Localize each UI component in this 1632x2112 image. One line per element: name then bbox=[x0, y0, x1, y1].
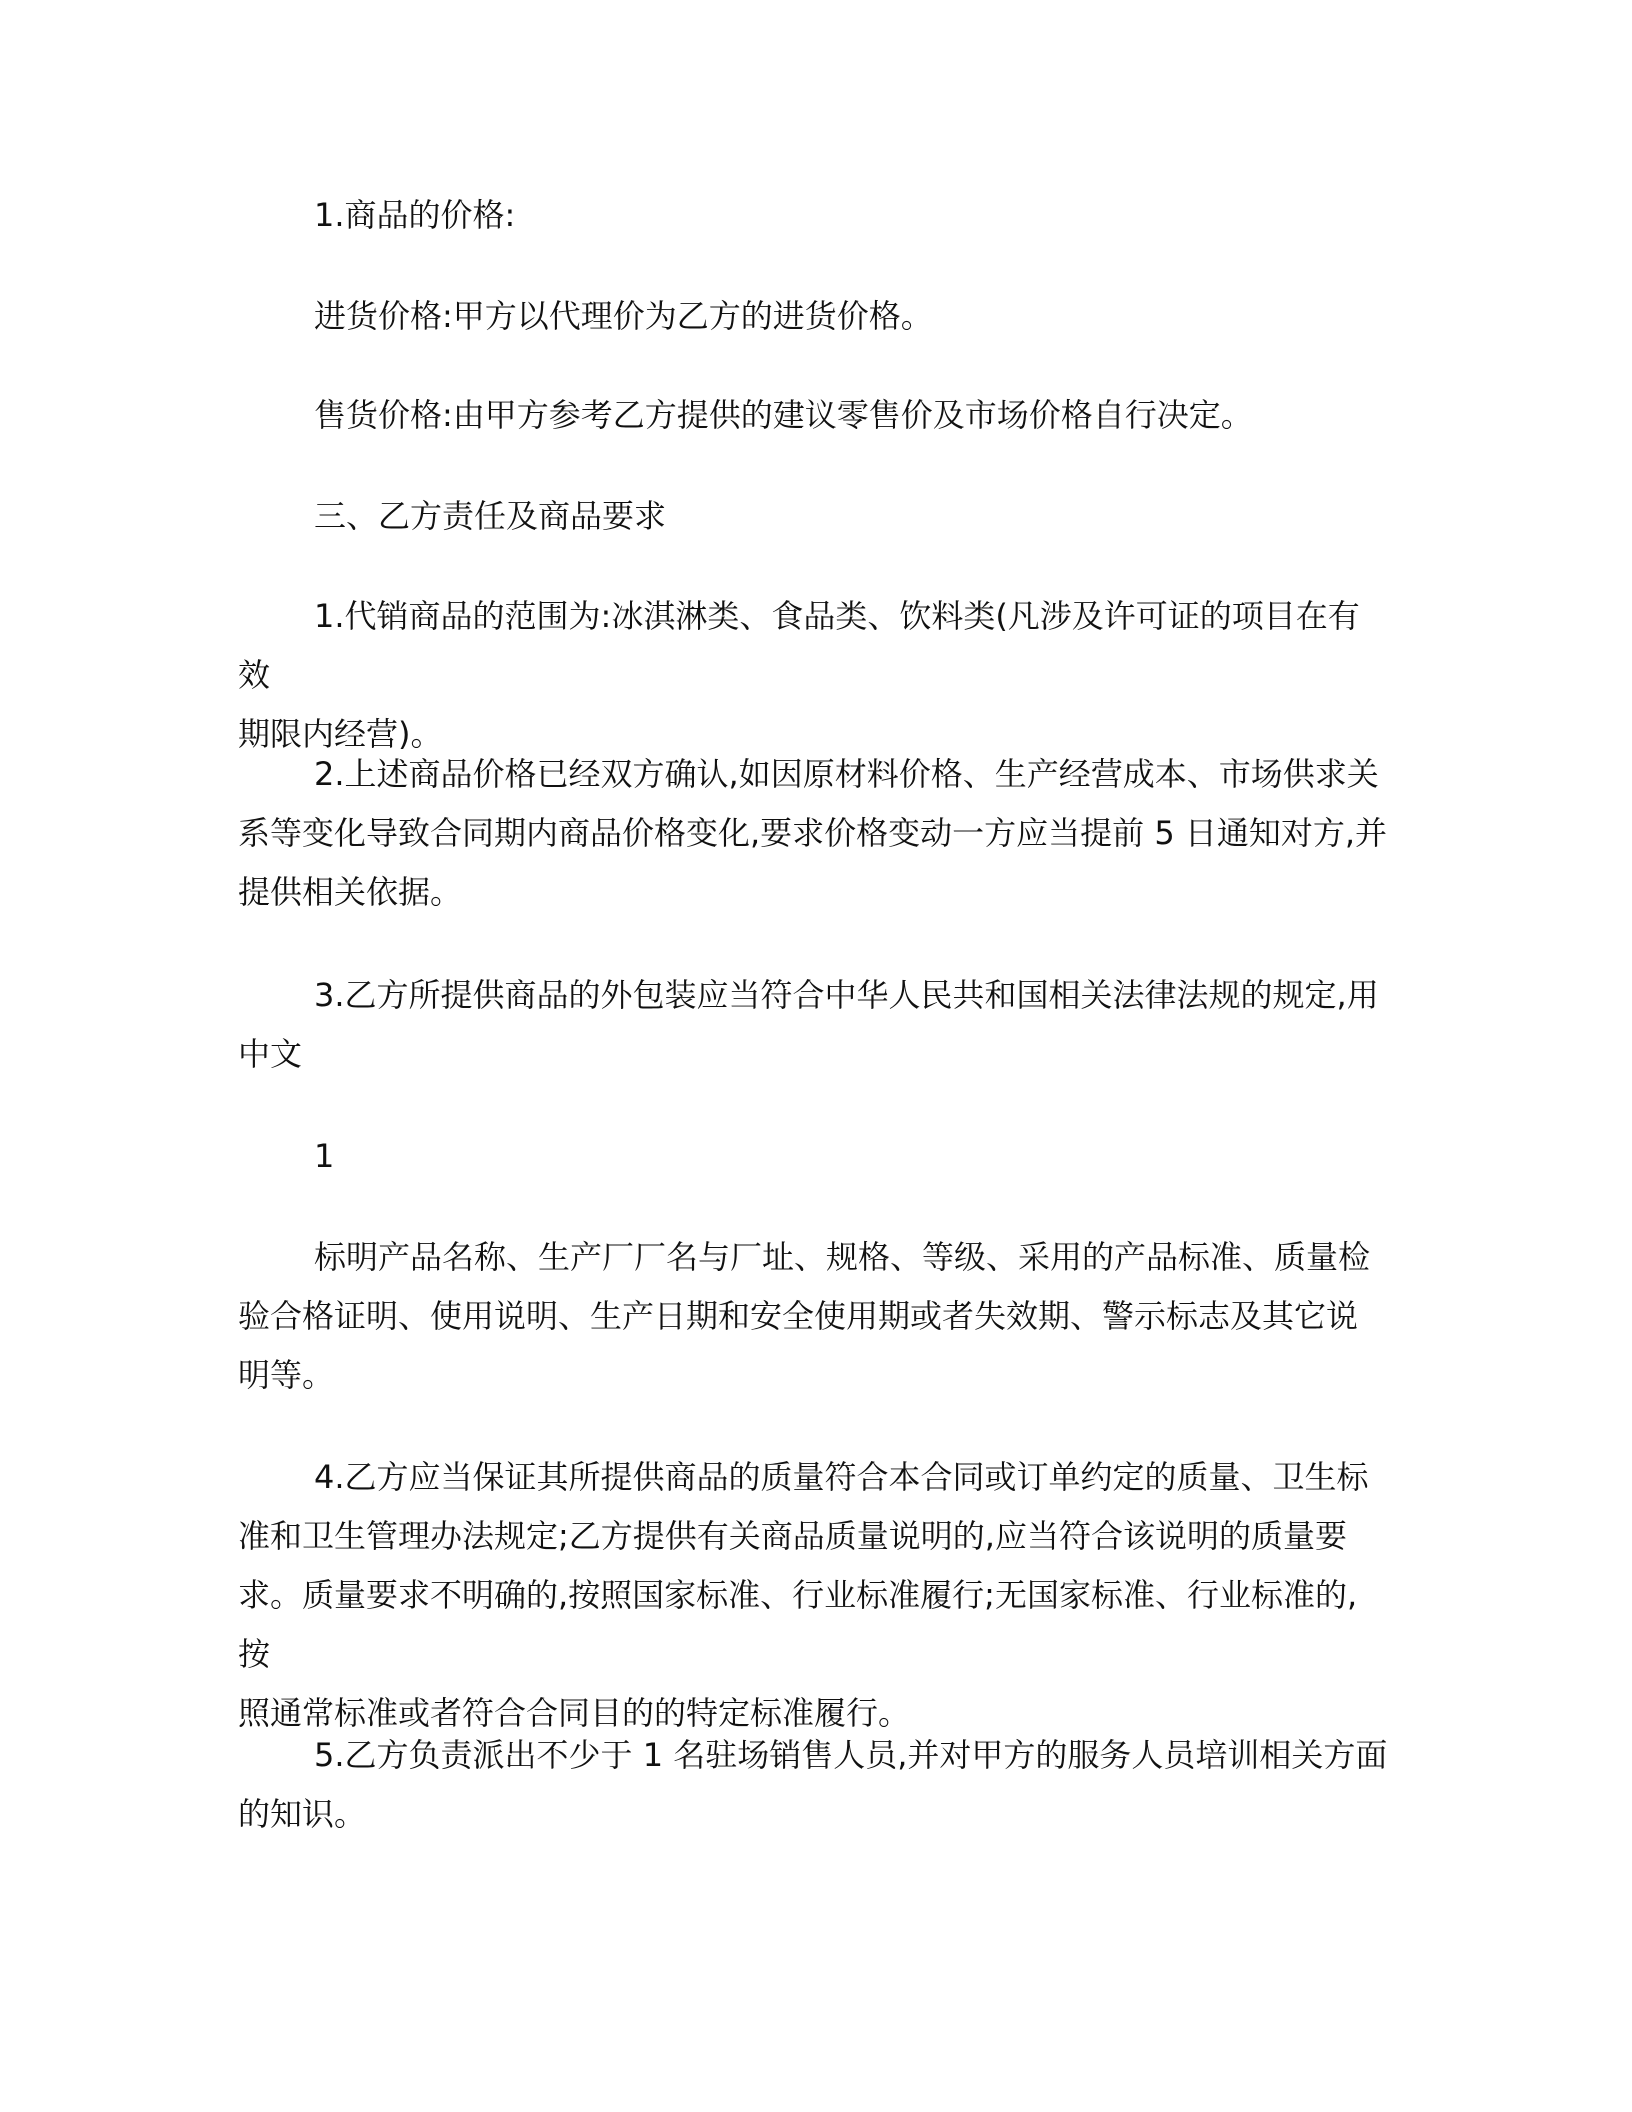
item-3-cont-line-1: 标明产品名称、生产厂厂名与厂址、规格、等级、采用的产品标准、质量检 bbox=[314, 1238, 1371, 1276]
item-3-cont-line-2: 验合格证明、使用说明、生产日期和安全使用期或者失效期、警示标志及其它说 bbox=[238, 1297, 1359, 1335]
item-1-line-2: 期限内经营)。 bbox=[238, 715, 443, 753]
item-4-line-4: 照通常标准或者符合合同目的的特定标准履行。 bbox=[238, 1694, 911, 1732]
item-3-paragraph bbox=[238, 966, 1388, 1084]
item-1-paragraph bbox=[238, 587, 1388, 764]
item-2-paragraph bbox=[238, 745, 1388, 922]
item-5-line-2: 的知识。 bbox=[238, 1795, 367, 1833]
item-3-line-2: 中文 bbox=[238, 1035, 303, 1073]
item-3-line-1: 3.乙方所提供商品的外包装应当符合中华人民共和国相关法律法规的规定,用 bbox=[314, 976, 1379, 1014]
item-4-paragraph bbox=[238, 1448, 1388, 1743]
purchase-price-text: 进货价格:甲方以代理价为乙方的进货价格。 bbox=[314, 297, 933, 335]
sale-price-text: 售货价格:由甲方参考乙方提供的建议零售价及市场价格自行决定。 bbox=[314, 396, 1253, 434]
item-1-line-1: 1.代销商品的范围为:冰淇淋类、食品类、饮料类(凡涉及许可证的项目在有效 bbox=[238, 597, 1360, 694]
page-number: 1 bbox=[314, 1137, 335, 1175]
item-5-line-1: 5.乙方负责派出不少于 1 名驻场销售人员,并对甲方的服务人员培训相关方面 bbox=[314, 1736, 1388, 1774]
item-4-line-2: 准和卫生管理办法规定;乙方提供有关商品质量说明的,应当符合该说明的质量要 bbox=[238, 1517, 1347, 1555]
section-three-heading: 三、乙方责任及商品要求 bbox=[314, 497, 667, 535]
item-2-line-3: 提供相关依据。 bbox=[238, 873, 463, 911]
item-2-line-1: 2.上述商品价格已经双方确认,如因原材料价格、生产经营成本、市场供求关 bbox=[314, 755, 1379, 793]
item-5-paragraph bbox=[238, 1726, 1388, 1844]
item-4-line-1: 4.乙方应当保证其所提供商品的质量符合本合同或订单约定的质量、卫生标 bbox=[314, 1458, 1369, 1496]
item-3-cont-line-3: 明等。 bbox=[238, 1356, 335, 1394]
item-2-line-2: 系等变化导致合同期内商品价格变化,要求价格变动一方应当提前 5 日通知对方,并 bbox=[238, 814, 1388, 852]
item-4-line-3: 求。质量要求不明确的,按照国家标准、行业标准履行;无国家标准、行业标准的,按 bbox=[238, 1576, 1358, 1673]
price-heading: 1.商品的价格: bbox=[314, 196, 516, 234]
item-3-continued-paragraph bbox=[238, 1228, 1388, 1405]
